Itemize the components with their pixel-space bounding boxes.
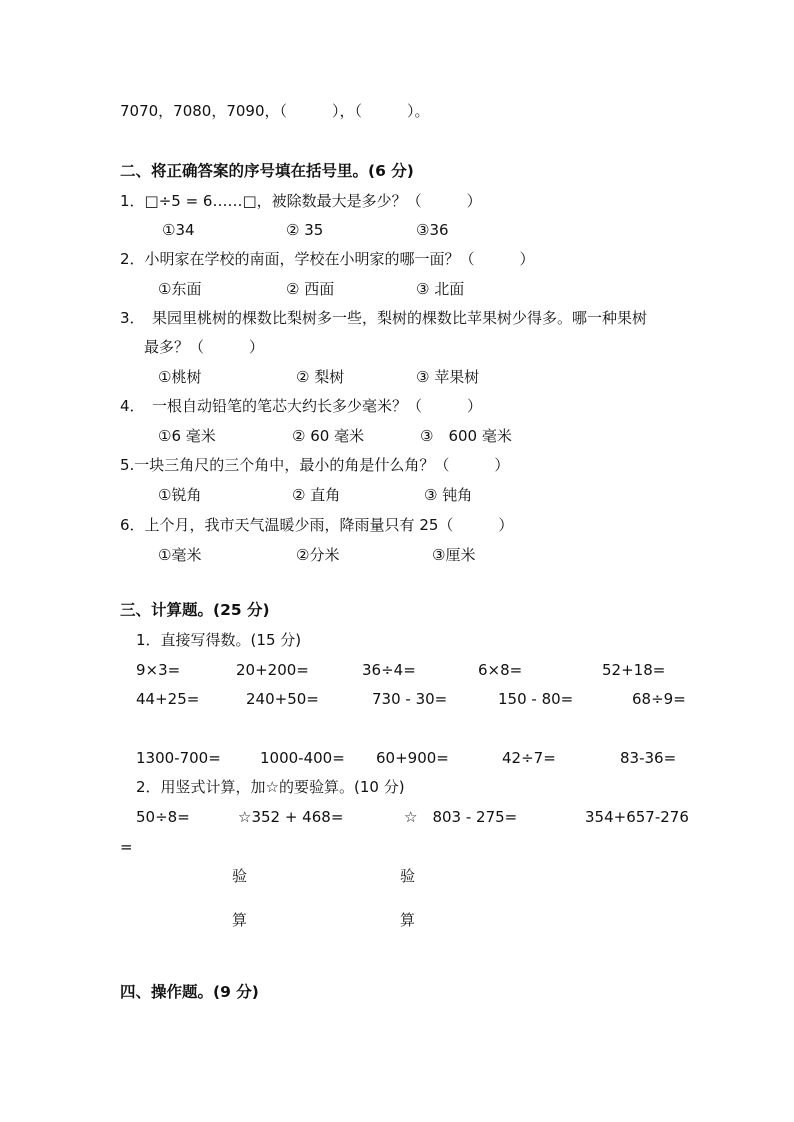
calc-item: 44+25= [136, 690, 200, 708]
section-4-heading: 四、操作题。(9 分) [120, 983, 259, 1001]
q4-option-3: ③ 600 毫米 [420, 427, 512, 445]
section-2-heading: 二、将正确答案的序号填在括号里。(6 分) [120, 162, 414, 180]
calc-item: 150 - 80= [498, 690, 574, 708]
check-label: 验 [400, 867, 416, 885]
q2-option-3: ③ 北面 [416, 280, 465, 298]
q1-option-3: ③36 [416, 221, 449, 239]
q2-option-1: ①东面 [158, 280, 202, 298]
q3-option-1: ①桃树 [158, 368, 202, 386]
q3-stem-line-1: 3． 果园里桃树的棵数比梨树多一些，梨树的棵数比苹果树少得多。哪一种果树 [120, 309, 648, 327]
section-3-heading: 三、计算题。(25 分) [120, 601, 270, 619]
vertical-calc-item: 354+657-276 [585, 808, 689, 826]
calc-item: 60+900= [376, 749, 449, 767]
q2-option-2: ② 西面 [286, 280, 335, 298]
q6-stem: 6．上个月，我市天气温暖少雨，降雨量只有 25（ ） [120, 516, 514, 534]
section-3-sub-1: 1．直接写得数。(15 分) [136, 631, 302, 649]
wrapped-equals: = [120, 838, 133, 856]
calc-item: 9×3= [136, 661, 181, 679]
vertical-calc-item: ☆352 + 468= [238, 808, 344, 826]
q3-option-2: ② 梨树 [296, 368, 345, 386]
calc-item: 20+200= [236, 661, 309, 679]
q6-option-2: ②分米 [296, 546, 340, 564]
q6-option-3: ③厘米 [432, 546, 476, 564]
check-label: 算 [232, 911, 248, 929]
q5-option-1: ①锐角 [158, 486, 202, 504]
q1-option-2: ② 35 [286, 221, 324, 239]
calc-item: 240+50= [246, 690, 319, 708]
vertical-calc-item: ☆ 803 - 275= [404, 808, 518, 826]
calc-item: 68÷9= [632, 690, 686, 708]
calc-item: 52+18= [602, 661, 666, 679]
q2-stem: 2．小明家在学校的南面，学校在小明家的哪一面？（ ） [120, 250, 535, 268]
calc-item: 83-36= [620, 749, 677, 767]
q4-option-2: ② 60 毫米 [292, 427, 365, 445]
calc-item: 42÷7= [502, 749, 556, 767]
vertical-calc-item: 50÷8= [136, 808, 190, 826]
sequence-question: 7070，7080，7090，（ ），（ ）。 [120, 102, 430, 120]
check-label: 算 [400, 911, 416, 929]
q5-option-2: ② 直角 [292, 486, 341, 504]
q5-option-3: ③ 钝角 [424, 486, 473, 504]
q6-option-1: ①毫米 [158, 546, 202, 564]
q4-option-1: ①6 毫米 [158, 427, 216, 445]
calc-item: 730 - 30= [372, 690, 448, 708]
q1-stem: 1．□÷5 = 6……□，被除数最大是多少？（ ） [120, 192, 482, 210]
q1-option-1: ①34 [162, 221, 195, 239]
calc-item: 1000-400= [260, 749, 345, 767]
calc-item: 6×8= [478, 661, 523, 679]
calc-item: 36÷4= [362, 661, 416, 679]
q3-stem-line-2: 最多？（ ） [144, 338, 265, 356]
check-label: 验 [232, 867, 248, 885]
section-3-sub-2: 2．用竖式计算，加☆的要验算。(10 分) [136, 778, 405, 796]
q3-option-3: ③ 苹果树 [416, 368, 480, 386]
calc-item: 1300-700= [136, 749, 221, 767]
q4-stem: 4． 一根自动铅笔的笔芯大约长多少毫米？（ ） [120, 397, 483, 415]
q5-stem: 5.一块三角尺的三个角中，最小的角是什么角？（ ） [120, 456, 510, 474]
